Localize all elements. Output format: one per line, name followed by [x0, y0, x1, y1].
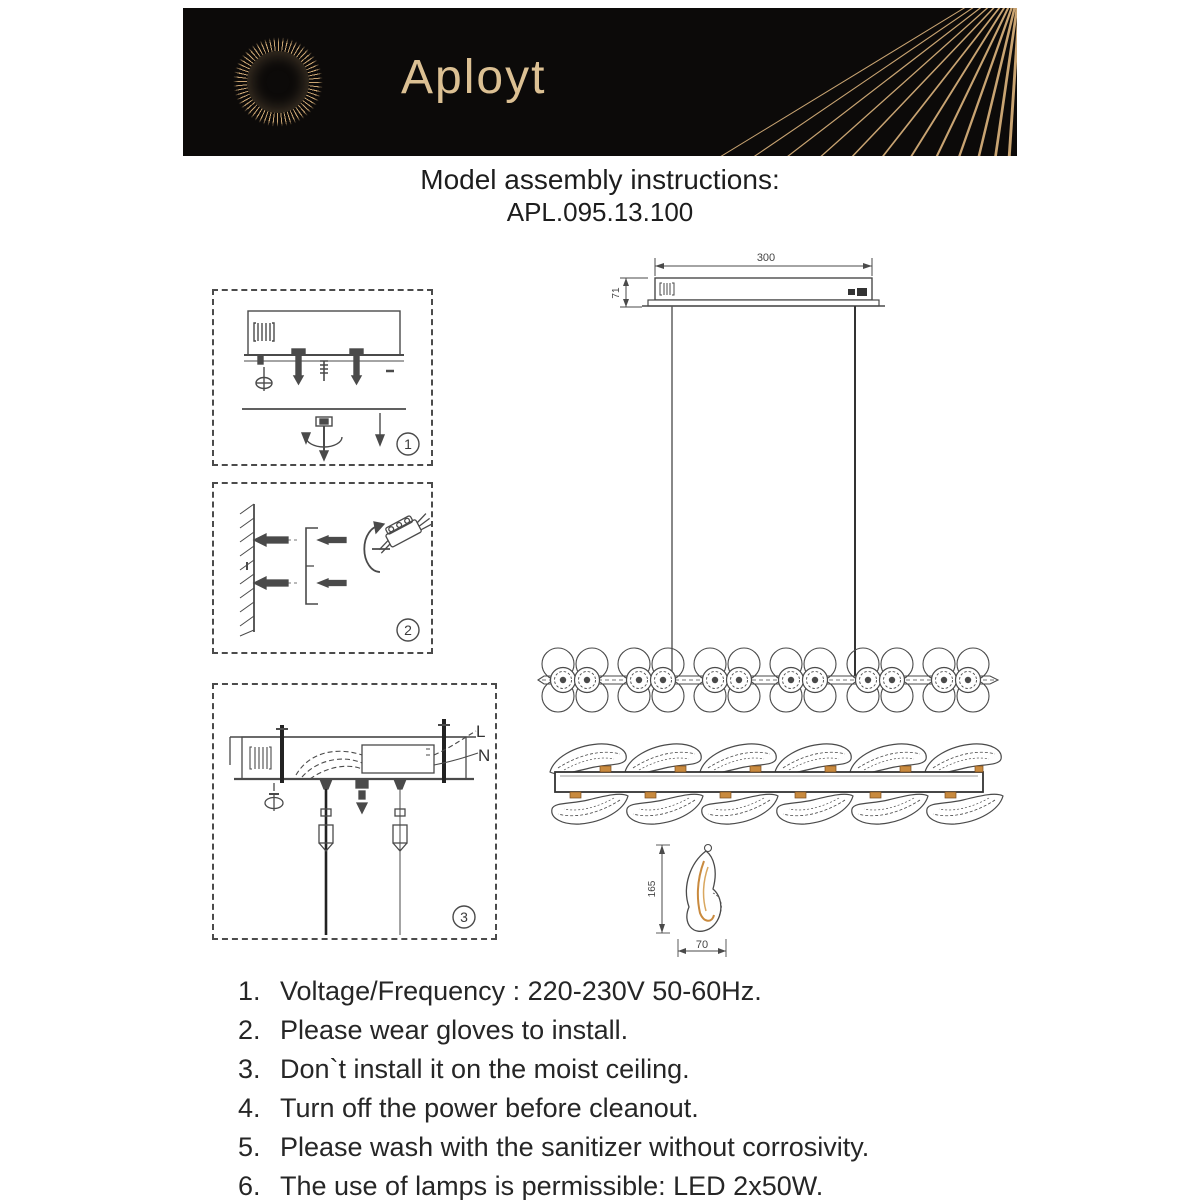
page-title: Model assembly instructions:: [420, 164, 780, 195]
sunburst-core: [247, 51, 309, 113]
item-number: 1.: [238, 976, 261, 1006]
fixture-side-view: [550, 744, 1003, 824]
dim-width-label: 300: [756, 252, 776, 264]
item-number: 2.: [238, 1015, 261, 1045]
item-number: 6.: [238, 1171, 261, 1200]
list-item: [238, 1054, 1018, 1093]
ground-symbol-icon: [256, 367, 272, 391]
step-3-badge: [453, 906, 475, 928]
fixture-technical-drawing: [530, 245, 1010, 965]
step-1-diagram: [212, 289, 433, 466]
item-text: Voltage/Frequency : 220-230V 50-60Hz.: [280, 976, 762, 1006]
wire-connector-icon: [372, 508, 431, 553]
wire-label-live: L: [476, 722, 486, 741]
brand-banner: [183, 8, 1017, 156]
list-item: [238, 976, 1018, 1015]
item-text: Turn off the power before cleanout.: [280, 1093, 699, 1123]
svg-text:3: 3: [460, 909, 468, 925]
dim-crystal-height-label: 165: [647, 880, 658, 898]
step-2-drawing: [214, 484, 431, 652]
list-item: [238, 1171, 1018, 1200]
canopy-view: [611, 252, 885, 307]
step-1-badge: [397, 433, 419, 455]
item-number: 5.: [238, 1132, 261, 1162]
step-2-badge: [397, 619, 419, 641]
svg-text:1: 1: [404, 436, 412, 452]
item-text: Please wear gloves to install.: [280, 1015, 629, 1045]
list-item: [238, 1132, 1018, 1171]
wire-label-neutral: N: [478, 746, 491, 765]
instruction-list: [238, 976, 1018, 1200]
step-3-diagram: [212, 683, 497, 940]
item-text: The use of lamps is permissible: LED 2x50W.: [280, 1171, 824, 1200]
item-text: Don`t install it on the moist ceiling.: [280, 1054, 690, 1084]
item-number: 3.: [238, 1054, 261, 1084]
dim-crystal-width-label: 70: [695, 939, 709, 951]
item-text: Please wash with the sanitizer without corrosivity.: [280, 1132, 870, 1162]
svg-text:2: 2: [404, 622, 412, 638]
step-1-drawing: [214, 291, 431, 464]
list-item: [238, 1015, 1018, 1054]
fixture-front-view: [538, 648, 998, 712]
cord-adjuster: [848, 288, 867, 296]
corner-rays-icon: [697, 8, 1017, 156]
item-number: 4.: [238, 1093, 261, 1123]
ground-symbol-icon: [265, 783, 283, 811]
crystal-detail: [647, 845, 726, 958]
step-3-drawing: [214, 685, 495, 938]
model-number: APL.095.13.100: [506, 197, 694, 227]
step-2-diagram: [212, 482, 433, 654]
dim-height-label: 71: [611, 287, 622, 299]
list-item: [238, 1093, 1018, 1132]
brand-name: Aployt: [401, 51, 547, 104]
